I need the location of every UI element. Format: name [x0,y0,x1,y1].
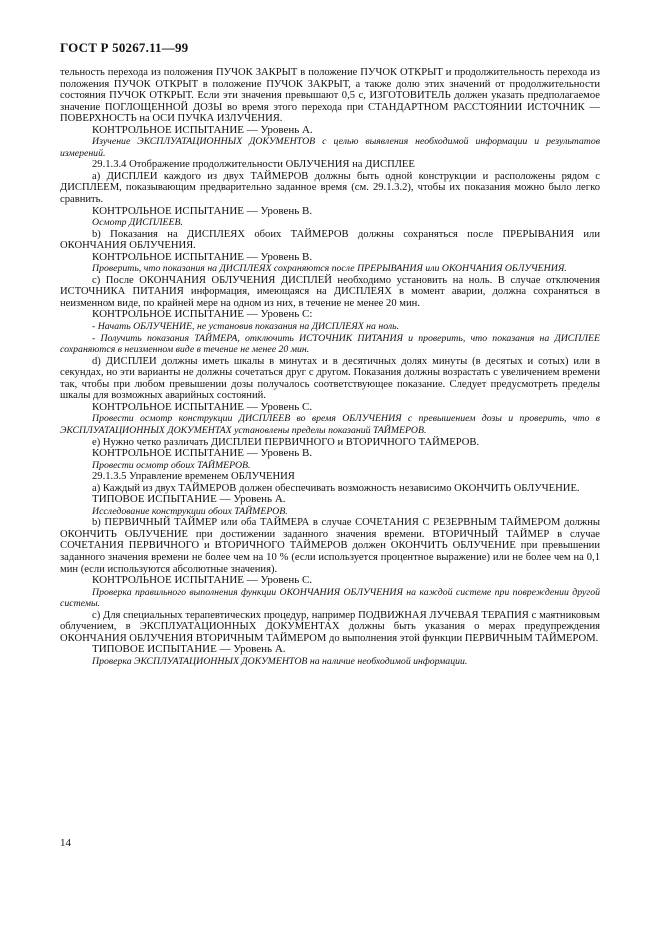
paragraph: a) ДИСПЛЕИ каждого из двух ТАЙМЕРОВ должны быть одной конструкции и расположены рядом с ДИСПЛЕЕМ, показывающим предварительно заданное время (см. 29.1.3.2), чтобы их показания можно было легко сравнить. [60,170,600,206]
test-level-line: КОНТРОЛЬНОЕ ИСПЫТАНИЕ — Уровень В. [92,204,313,217]
document-header: ГОСТ Р 50267.11—99 [60,40,189,55]
test-instruction: - Начать ОБЛУЧЕНИЕ, не установив показания на ДИСПЛЕЯХ на ноль. [92,321,400,333]
test-instruction: Проверка правильного выполнения функции ОКОНЧАНИЯ ОБЛУЧЕНИЯ на каждой системе при повреждении другой системы. [60,586,600,610]
test-level-line: КОНТРОЛЬНОЕ ИСПЫТАНИЕ — Уровень В. [92,447,313,460]
paragraph: 29.1.3.4 Отображение продолжительности ОБЛУЧЕНИЯ на ДИСПЛЕЕ [92,159,415,171]
paragraph: 29.1.3.5 Управление временем ОБЛУЧЕНИЯ [92,471,295,483]
test-instruction: Изучение ЭКСПЛУАТАЦИОННЫХ ДОКУМЕНТОВ с целью выявления необходимой информации и результатов измерений. [60,136,600,159]
test-instruction: - Получить показания ТАЙМЕРА, отключить ИСТОЧНИК ПИТАНИЯ и проверить, что показания на ДИСПЛЕЕ сохраняются в неизменном виде в течение не менее 20 мин. [60,332,600,356]
test-level-line: ТИПОВОЕ ИСПЫТАНИЕ — Уровень А. [92,493,286,506]
test-instruction: Осмотр ДИСПЛЕЕВ. [92,217,183,229]
paragraph: c) После ОКОНЧАНИЯ ОБЛУЧЕНИЯ ДИСПЛЕЙ необходимо установить на ноль. В случае отключения ИСТОЧНИКА ПИТАНИЯ информация, имеющаяся на ДИСПЛЕЯХ в момент аварии, должна сохраняться в неизменном виде, по крайней мере на одном из них, в течение не менее 20 мин. [60,274,600,309]
paragraph: a) Каждый из двух ТАЙМЕРОВ должен обеспечивать возможность независимо ОКОНЧИТЬ ОБЛУЧЕНИЕ. [92,482,580,494]
test-instruction: Провести осмотр обоих ТАЙМЕРОВ. [92,459,251,471]
page-number: 14 [60,837,71,849]
test-instruction: Проверка ЭКСПЛУАТАЦИОННЫХ ДОКУМЕНТОВ на наличие необходимой информации. [92,655,468,667]
test-instruction: Проверить, что показания на ДИСПЛЕЯХ сохраняются после ПРЕРЫВАНИЯ или ОКОНЧАНИЯ ОБЛУЧЕНИЯ. [92,263,567,275]
paragraph: d) ДИСПЛЕИ должны иметь шкалы в минутах и в десятичных долях минуты (в десятых и сотых) или в секундах, но эти варианты не должны сочетаться друг с другом. Показания должны возрастать с увеличением времени так, чтобы при любом превышении дозы получалось соответствующее показание. Следует предусмотреть пределы шкалы для возможных аварийных состояний. [60,355,600,402]
test-level-line: ТИПОВОЕ ИСПЫТАНИЕ — Уровень А. [92,643,286,656]
test-level-line: КОНТРОЛЬНОЕ ИСПЫТАНИЕ — Уровень С. [92,400,313,413]
paragraph: тельность перехода из положения ПУЧОК ЗАКРЫТ в положение ПУЧОК ОТКРЫТ и продолжительность перехода из положения ПУЧОК ОТКРЫТ в положение ПУЧОК ЗАКРЫТ, а также долю этих значений от продолжительности состояния ПУЧОК ОТКРЫТ. Если эти значения превышают 0,5 с, ИЗГОТОВИТЕЛЬ должен указать предполагаемое значение ПОГЛОЩЕННОЙ ДОЗЫ во время этого перехода при СТАНДАРТНОМ РАССТОЯНИИ ИСТОЧНИК — ПОВЕРХНОСТЬ на ОСИ ПУЧКА ИЗЛУЧЕНИЯ. [60,67,600,125]
document-body [60,67,600,667]
test-level-line: КОНТРОЛЬНОЕ ИСПЫТАНИЕ — Уровень В. [92,250,313,263]
paragraph: e) Нужно четко различать ДИСПЛЕИ ПЕРВИЧНОГО и ВТОРИЧНОГО ТАЙМЕРОВ. [92,436,480,448]
test-level-line: КОНТРОЛЬНОЕ ИСПЫТАНИЕ — Уровень С: [92,308,313,321]
test-instruction: Исследование конструкции обоих ТАЙМЕРОВ. [92,505,288,517]
paragraph: b) ПЕРВИЧНЫЙ ТАЙМЕР или оба ТАЙМЕРА в случае СОЧЕТАНИЯ С РЕЗЕРВНЫМ ТАЙМЕРОМ должны ОКОНЧИТЬ ОБЛУЧЕНИЕ при достижении заданного значения времени. ВТОРИЧНЫЙ ТАЙМЕР в случае СОЧЕТАНИЯ ПЕРВИЧНОГО и ВТОРИЧНОГО ТАЙМЕРОВ должен ОКОНЧИТЬ ОБЛУЧЕНИЕ при превышении заданного значения времени не более чем на 10 % (если используется процентное выражение) или не более чем на 0,1 мин (если используются абсолютные значения). [60,517,600,575]
paragraph: b) Показания на ДИСПЛЕЯХ обоих ТАЙМЕРОВ должны сохраняться после ПРЕРЫВАНИЯ или ОКОНЧАНИЯ ОБЛУЧЕНИЯ. [60,228,600,252]
test-level-line: КОНТРОЛЬНОЕ ИСПЫТАНИЕ — Уровень А. [92,123,313,136]
test-instruction: Провести осмотр конструкции ДИСПЛЕЕВ во время ОБЛУЧЕНИЯ с превышением дозы и проверить, что в ЭКСПЛУАТАЦИОННЫХ ДОКУМЕНТАХ установлены пределы показаний ТАЙМЕРОВ. [60,413,600,436]
test-level-line: КОНТРОЛЬНОЕ ИСПЫТАНИЕ — Уровень С. [92,574,313,587]
paragraph: c) Для специальных терапевтических процедур, например ПОДВИЖНАЯ ЛУЧЕВАЯ ТЕРАПИЯ с маятниковым облучением, в ЭКСПЛУАТАЦИОННЫХ ДОКУМЕНТАХ должны быть указания о мерах предупреждения ОКОНЧАНИЯ ОБЛУЧЕНИЯ ВТОРИЧНЫМ ТАЙМЕРОМ до выполнения этой функции ПЕРВИЧНЫМ ТАЙМЕРОМ. [60,609,600,644]
